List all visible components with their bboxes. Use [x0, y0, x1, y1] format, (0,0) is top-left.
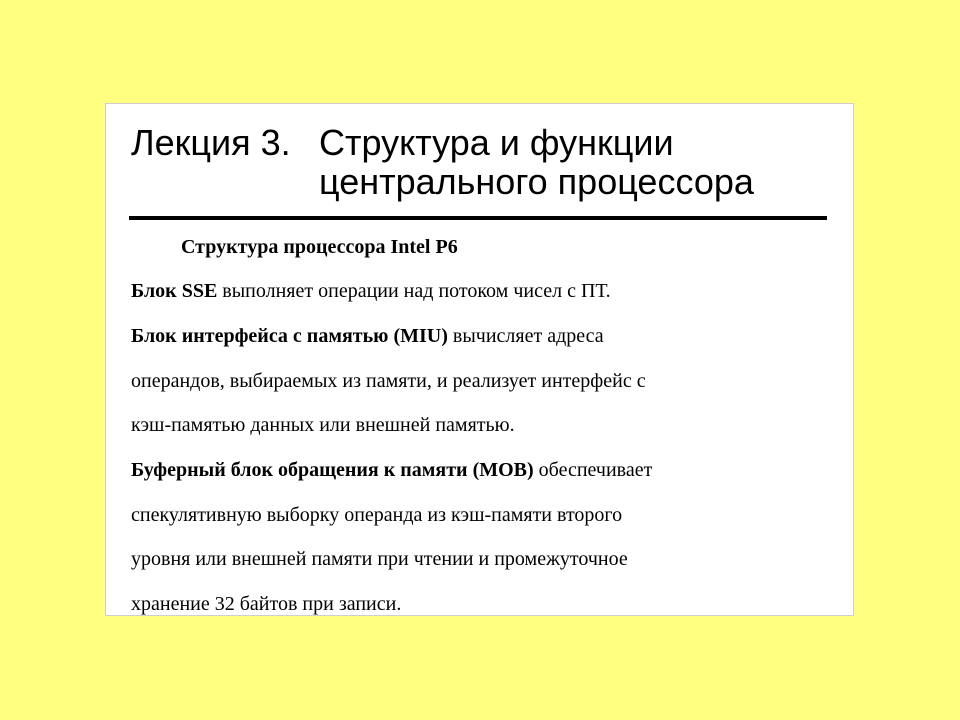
paragraph-text: вычисляет адреса [447, 325, 604, 347]
paragraph-sse-line-1 [131, 279, 611, 303]
paragraph-text: выполняет операции над потоком чисел с ПТ. [217, 280, 611, 302]
paragraph-miu-line-2: операндов, выбираемых из памяти, и реализует интерфейс с [131, 370, 646, 392]
paragraph-text: обеспечивает [533, 459, 653, 481]
paragraph-miu-line-3: кэш-памятью данных или внешней памятью. [131, 414, 515, 436]
term-miu: Блок интерфейса с памятью (MIU) [131, 325, 448, 347]
term-sse: Блок SSE [131, 280, 218, 302]
title-divider [129, 216, 827, 220]
title-line-1 [131, 123, 754, 162]
paragraph-mob-line-1 [131, 458, 652, 482]
term-mob: Буферный блок обращения к памяти (MOB) [131, 459, 534, 481]
paragraph-mob-line-3: уровня или внешней памяти при чтении и промежуточное [131, 548, 628, 570]
title-topic: Структура и функции [319, 122, 674, 163]
paragraph-miu-line-1 [131, 324, 604, 348]
paragraph-mob-line-4: хранение 32 байтов при записи. [131, 593, 402, 615]
slide [105, 103, 854, 616]
title-line-2: центрального процессора [319, 161, 754, 202]
slide-title [131, 123, 754, 201]
paragraph-mob-line-2: спекулятивную выборку операнда из кэш-памяти второго [131, 504, 623, 526]
title-lecture-number: Лекция 3. [131, 122, 291, 163]
section-heading: Структура процессора Intel P6 [181, 236, 458, 258]
